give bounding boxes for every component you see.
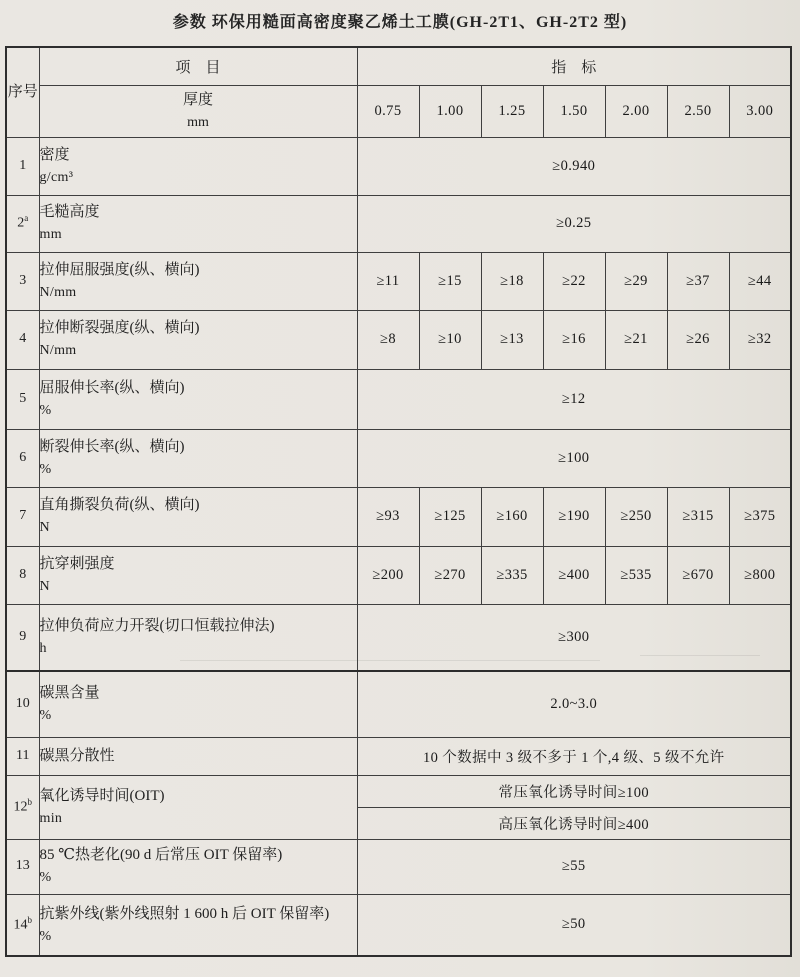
- cell-value: ≥55: [357, 839, 791, 894]
- cell-value: ≥0.940: [357, 137, 791, 195]
- cell-value-bottom: 高压氧化诱导时间≥400: [357, 807, 791, 839]
- cell-value: ≥29: [605, 252, 667, 310]
- thickness-value: 1.50: [543, 85, 605, 137]
- seq-number: 10: [15, 696, 30, 712]
- table-title: 参数 环保用糙面高密度聚乙烯土工膜(GH-2T1、GH-2T2 型): [172, 14, 628, 31]
- seq-number: 12: [13, 799, 28, 815]
- cell-value: ≥0.25: [357, 195, 791, 252]
- cell-item: [39, 546, 357, 604]
- item-unit: %: [39, 708, 52, 724]
- item-name: 直角撕裂负荷(纵、横向): [39, 497, 200, 514]
- cell-value: ≥26: [667, 310, 729, 369]
- cell-value: ≥190: [543, 487, 605, 546]
- item-unit: %: [39, 870, 52, 886]
- seq-number: 4: [19, 331, 27, 347]
- cell-value: ≥200: [357, 546, 419, 604]
- thickness-label: 厚度: [182, 91, 213, 108]
- cell-value: 2.0~3.0: [357, 671, 791, 737]
- thickness-value: 0.75: [357, 85, 419, 137]
- cell-value: ≥800: [729, 546, 791, 604]
- cell-item: [39, 737, 357, 775]
- table-row: [6, 671, 791, 737]
- cell-value: ≥13: [481, 310, 543, 369]
- table-row: [6, 839, 791, 894]
- cell-seq: [6, 839, 39, 894]
- thickness-value: 1.25: [481, 85, 543, 137]
- cell-item: [39, 310, 357, 369]
- item-unit: mm: [39, 227, 62, 243]
- seq-number: 1: [19, 157, 27, 173]
- cell-seq: [6, 487, 39, 546]
- cell-value: ≥93: [357, 487, 419, 546]
- seq-number: 8: [19, 566, 27, 582]
- item-name: 屈服伸长率(纵、横向): [39, 379, 185, 396]
- item-name: 拉伸负荷应力开裂(切口恒载拉伸法): [39, 618, 275, 635]
- item-unit: h: [39, 641, 47, 657]
- item-name: 碳黑分散性: [39, 748, 115, 764]
- cell-item: [39, 839, 357, 894]
- table-row: [6, 894, 791, 956]
- cell-item: [39, 429, 357, 487]
- cell-value: ≥100: [357, 429, 791, 487]
- cell-value: ≥16: [543, 310, 605, 369]
- cell-item: [39, 671, 357, 737]
- item-unit: N/mm: [39, 284, 77, 300]
- spec-table: [5, 46, 792, 957]
- cell-value: ≥375: [729, 487, 791, 546]
- item-name: 抗紫外线(紫外线照射 1 600 h 后 OIT 保留率): [39, 905, 330, 922]
- item-unit: %: [39, 928, 52, 944]
- cell-seq: [6, 369, 39, 429]
- cell-value: ≥160: [481, 487, 543, 546]
- item-unit: g/cm³: [39, 169, 74, 185]
- cell-seq: [6, 604, 39, 671]
- seq-number: 5: [19, 390, 27, 406]
- cell-value: ≥15: [419, 252, 481, 310]
- cell-value: ≥335: [481, 546, 543, 604]
- item-name: 毛糙高度: [39, 204, 100, 221]
- cell-item: [39, 369, 357, 429]
- table-row: [6, 737, 791, 775]
- item-name: 拉伸屈服强度(纵、横向): [39, 261, 200, 278]
- cell-value: ≥22: [543, 252, 605, 310]
- seq-number: 9: [19, 629, 27, 645]
- cell-value: ≥50: [357, 894, 791, 956]
- cell-value: ≥44: [729, 252, 791, 310]
- cell-value: ≥37: [667, 252, 729, 310]
- cell-seq: [6, 252, 39, 310]
- cell-value: ≥11: [357, 252, 419, 310]
- cell-value-top: 常压氧化诱导时间≥100: [357, 775, 791, 807]
- table-row: [6, 546, 791, 604]
- cell-item: [39, 487, 357, 546]
- item-name: 碳黑含量: [39, 685, 100, 702]
- table-row: [6, 775, 791, 807]
- cell-seq: [6, 737, 39, 775]
- table-row: [6, 604, 791, 671]
- thickness-value: 2.50: [667, 85, 729, 137]
- table-row: [6, 195, 791, 252]
- header-seq: 序号: [6, 47, 39, 137]
- item-unit: %: [39, 461, 52, 477]
- cell-value: ≥18: [481, 252, 543, 310]
- item-unit: %: [39, 402, 52, 418]
- seq-number: 7: [19, 508, 27, 524]
- seq-number: 13: [15, 858, 30, 874]
- cell-item: [39, 604, 357, 671]
- header-index: 指 标: [357, 47, 791, 85]
- thickness-value: 2.00: [605, 85, 667, 137]
- cell-seq: [6, 775, 39, 839]
- cell-seq: [6, 671, 39, 737]
- cell-seq: [6, 429, 39, 487]
- cell-item: [39, 894, 357, 956]
- cell-value: ≥535: [605, 546, 667, 604]
- seq-footnote: b: [27, 796, 32, 807]
- item-name: 氧化诱导时间(OIT): [39, 787, 165, 804]
- cell-item: [39, 252, 357, 310]
- table-row: [6, 429, 791, 487]
- header-item: 项 目: [39, 47, 357, 85]
- thickness-unit: mm: [187, 114, 209, 130]
- cell-value: ≥10: [419, 310, 481, 369]
- seq-number: 2: [17, 216, 25, 232]
- cell-value: ≥250: [605, 487, 667, 546]
- header-row-1: [6, 47, 791, 85]
- table-row: [6, 137, 791, 195]
- item-name: 密度: [39, 146, 70, 163]
- table-row: [6, 310, 791, 369]
- cell-value: ≥32: [729, 310, 791, 369]
- header-row-2: [6, 85, 791, 137]
- item-unit: min: [39, 810, 63, 826]
- cell-seq: [6, 195, 39, 252]
- thickness-value: 1.00: [419, 85, 481, 137]
- seq-footnote: a: [24, 213, 29, 224]
- cell-item: [39, 775, 357, 839]
- cell-value: ≥300: [357, 604, 791, 671]
- item-name: 抗穿刺强度: [39, 555, 115, 572]
- cell-value: ≥670: [667, 546, 729, 604]
- cell-seq: [6, 546, 39, 604]
- cell-seq: [6, 137, 39, 195]
- cell-value: ≥400: [543, 546, 605, 604]
- seq-number: 14: [13, 917, 28, 933]
- seq-number: 6: [19, 449, 27, 465]
- cell-value: ≥8: [357, 310, 419, 369]
- cell-value: ≥21: [605, 310, 667, 369]
- cell-seq: [6, 310, 39, 369]
- item-name: 断裂伸长率(纵、横向): [39, 438, 185, 455]
- seq-number: 11: [16, 747, 30, 763]
- header-thickness: [39, 85, 357, 137]
- cell-value: ≥315: [667, 487, 729, 546]
- item-name: 拉伸断裂强度(纵、横向): [39, 320, 200, 337]
- thickness-value: 3.00: [729, 85, 791, 137]
- item-unit: N/mm: [39, 343, 77, 359]
- item-unit: N: [39, 578, 50, 594]
- cell-value: ≥125: [419, 487, 481, 546]
- seq-footnote: b: [27, 914, 32, 925]
- cell-value: ≥270: [419, 546, 481, 604]
- cell-item: [39, 195, 357, 252]
- cell-item: [39, 137, 357, 195]
- seq-number: 3: [19, 272, 27, 288]
- item-unit: N: [39, 520, 50, 536]
- table-row: [6, 252, 791, 310]
- cell-value: ≥12: [357, 369, 791, 429]
- table-row: [6, 487, 791, 546]
- item-name: 85 ℃热老化(90 d 后常压 OIT 保留率): [39, 847, 283, 864]
- cell-value: 10 个数据中 3 级不多于 1 个,4 级、5 级不允许: [357, 737, 791, 775]
- cell-seq: [6, 894, 39, 956]
- table-row: [6, 369, 791, 429]
